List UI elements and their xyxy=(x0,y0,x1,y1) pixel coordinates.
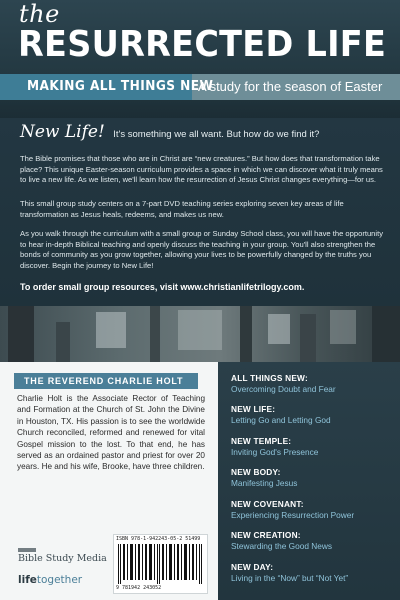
paragraph-3: As you walk through the curriculum with a small group or Sunday School class, you will have the opportunity to hear in-depth Biblical teaching and openly discuss the teaching in your group. You'll also strengthen the bonds of community as you grow together, allowing your lives to be powerfully changed by the truths you discover. Begin the journey to New Life! xyxy=(20,229,383,270)
header-banner xyxy=(0,0,400,118)
session-subtitle: Manifesting Jesus xyxy=(231,478,298,488)
session-subtitle: Inviting God's Presence xyxy=(231,447,319,457)
session-subtitle: Experiencing Resurrection Power xyxy=(231,510,355,520)
bible-study-media-logo: Bible Study Media xyxy=(18,553,107,564)
lifetogether-logo-part-1: life xyxy=(18,574,37,586)
session-item xyxy=(231,499,354,520)
lead-line xyxy=(20,122,319,142)
session-subtitle: Stewarding the Good News xyxy=(231,541,333,551)
session-subtitle: Letting Go and Letting God xyxy=(231,415,331,425)
session-subtitle: Overcoming Doubt and Fear xyxy=(231,384,336,394)
barcode-bars xyxy=(118,544,206,584)
session-item xyxy=(231,467,297,488)
price-code: 51499 xyxy=(185,536,201,542)
barcode-number: 9 781942 243052 xyxy=(116,585,162,591)
title-the: the xyxy=(19,0,60,28)
paragraph-2: This small group study centers on a 7-part DVD teaching series exploring seven key areas of life transformation as Jesus heals, redeems, and makes us new. xyxy=(20,199,344,219)
session-title: ALL THINGS NEW: xyxy=(231,373,308,383)
author-name: THE REVEREND CHARLIE HOLT xyxy=(24,376,184,386)
author-bio: Charlie Holt is the Associate Rector of Teaching and Formation at the Church of St. John the Divine in Houston, TX. His passion is to see the worldwide Church reconciled, reformed and renewed for vital Gospel mission to the lost. To that end, he has served as an ordained pastor and priest for over 20 years. He and his wife, Brooke, have three children. xyxy=(17,394,205,472)
session-item xyxy=(231,436,318,457)
session-title: NEW CREATION: xyxy=(231,530,301,540)
session-title: NEW DAY: xyxy=(231,562,274,572)
book-subtitle: MAKING ALL THINGS NEW xyxy=(27,78,214,94)
lead-question: It's something we all want. But how do we find it? xyxy=(113,129,320,140)
lead-heading: New Life! xyxy=(20,122,105,142)
lifetogether-logo xyxy=(18,574,82,586)
bible-study-media-logo-mark xyxy=(18,548,36,552)
session-item xyxy=(231,562,348,583)
session-title: NEW COVENANT: xyxy=(231,499,304,509)
order-line: To order small group resources, visit www.christianlifetrilogy.com. xyxy=(20,282,305,292)
session-title: NEW LIFE: xyxy=(231,404,276,414)
isbn-line xyxy=(116,536,200,542)
lifetogether-logo-part-2: together xyxy=(36,574,83,586)
session-subtitle: Living in the “Now” but “Not Yet” xyxy=(231,573,349,583)
session-item xyxy=(231,404,331,425)
session-title: NEW TEMPLE: xyxy=(231,436,292,446)
session-item xyxy=(231,530,332,551)
church-photo xyxy=(0,306,400,362)
session-item xyxy=(231,373,336,394)
isbn: ISBN 978-1-942243-05-2 xyxy=(116,536,183,542)
book-title: RESURRECTED LIFE xyxy=(18,24,387,65)
paragraph-1: The Bible promises that those who are in Christ are “new creatures.” But how does that transformation take place? This unique Easter-season curriculum provides a space in which we can discover what it truly means to live a new life. As we listen, we'll learn how the resurrection of Jesus Christ changes everything—for us. xyxy=(20,154,383,184)
session-title: NEW BODY: xyxy=(231,467,281,477)
tagline: A study for the season of Easter xyxy=(198,79,383,94)
